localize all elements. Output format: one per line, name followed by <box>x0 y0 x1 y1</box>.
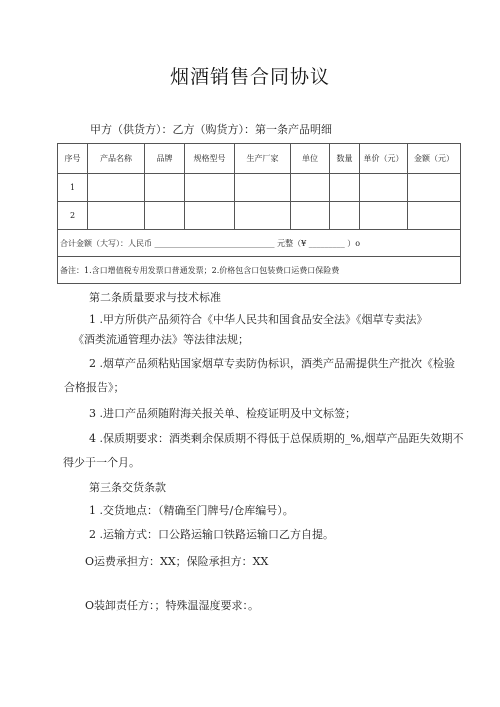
article2-item4-line1: 4 .保质期要求：酒类剩余保质期不得低于总保质期的_%,烟草产品距失效期不 <box>89 432 464 445</box>
column-header-amount: 金额（元） <box>408 144 461 174</box>
column-header-unit-price: 单价（元） <box>360 144 408 174</box>
article3-item1: 1 .交货地点：（精确至门牌号/仓库编号）。 <box>89 504 294 517</box>
column-header-spec: 规格型号 <box>185 144 235 174</box>
column-header-unit: 单位 <box>291 144 330 174</box>
table-cell-index: 2 <box>58 202 88 230</box>
column-header-index: 序号 <box>58 144 88 174</box>
total-amount-row <box>58 230 461 257</box>
column-header-product-name: 产品名称 <box>88 144 145 174</box>
table-cell[interactable] <box>291 174 330 202</box>
table-row <box>58 174 461 202</box>
table-cell[interactable] <box>330 174 360 202</box>
article3-item4: O装卸责任方：；特殊温湿度要求：。 <box>85 599 260 612</box>
article2-item3: 3 .进口产品须随附海关报关单、检疫证明及中文标签； <box>89 407 356 420</box>
parties-line: 甲方（供货方）：乙方（购货方）：第一条产品明细 <box>90 123 332 136</box>
table-cell[interactable] <box>145 174 185 202</box>
document-title: 烟酒销售合同协议 <box>169 66 330 88</box>
article2-item4-line2: 得少于一个月。 <box>63 456 140 469</box>
table-cell[interactable] <box>408 174 461 202</box>
column-header-manufacturer: 生产厂家 <box>235 144 291 174</box>
table-cell[interactable] <box>330 202 360 230</box>
article3-item2: 2 .运输方式：口公路运输口铁路运输口乙方自提。 <box>89 528 334 541</box>
article2-heading: 第二条质量要求与技术标准 <box>89 291 221 304</box>
table-cell[interactable] <box>88 174 145 202</box>
table-cell[interactable] <box>408 202 461 230</box>
product-table <box>57 143 460 284</box>
table-row <box>58 202 461 230</box>
table-cell[interactable] <box>185 202 235 230</box>
table-cell[interactable] <box>235 202 291 230</box>
table-cell[interactable] <box>88 202 145 230</box>
remarks-row <box>58 257 461 284</box>
table-cell[interactable] <box>360 202 408 230</box>
table-cell[interactable] <box>185 174 235 202</box>
article2-item1-line2: 《酒类流通管理办法》等法律法规； <box>73 333 249 346</box>
column-header-quantity: 数量 <box>330 144 360 174</box>
table-cell[interactable] <box>235 174 291 202</box>
table-cell[interactable] <box>145 202 185 230</box>
article2-item2-line2: 合格报告》； <box>64 381 125 394</box>
table-cell[interactable] <box>291 202 330 230</box>
remarks-text[interactable]: 备注：1.含口增值税专用发票口普通发票；2.价格包含口包装费口运费口保险费 <box>58 257 461 284</box>
table-header-row <box>58 144 461 174</box>
article2-item1-line1: 1 .甲方所供产品须符合《中华人民共和国食品安全法》《烟草专卖法》 <box>89 313 428 326</box>
table-cell-index: 1 <box>58 174 88 202</box>
table-cell[interactable] <box>360 174 408 202</box>
total-amount-text[interactable]: 合计金额（大写）：人民币 ______________________________ 元整（¥ _________ ）o <box>58 230 461 257</box>
article3-heading: 第三条交货条款 <box>89 481 166 494</box>
article3-item3: O运费承担方：XX；保险承担方：XX <box>85 555 269 568</box>
article2-item2-line1: 2 .烟草产品须粘贴国家烟草专卖防伪标识，酒类产品需提供生产批次《检验 <box>89 357 455 370</box>
column-header-brand: 品牌 <box>145 144 185 174</box>
